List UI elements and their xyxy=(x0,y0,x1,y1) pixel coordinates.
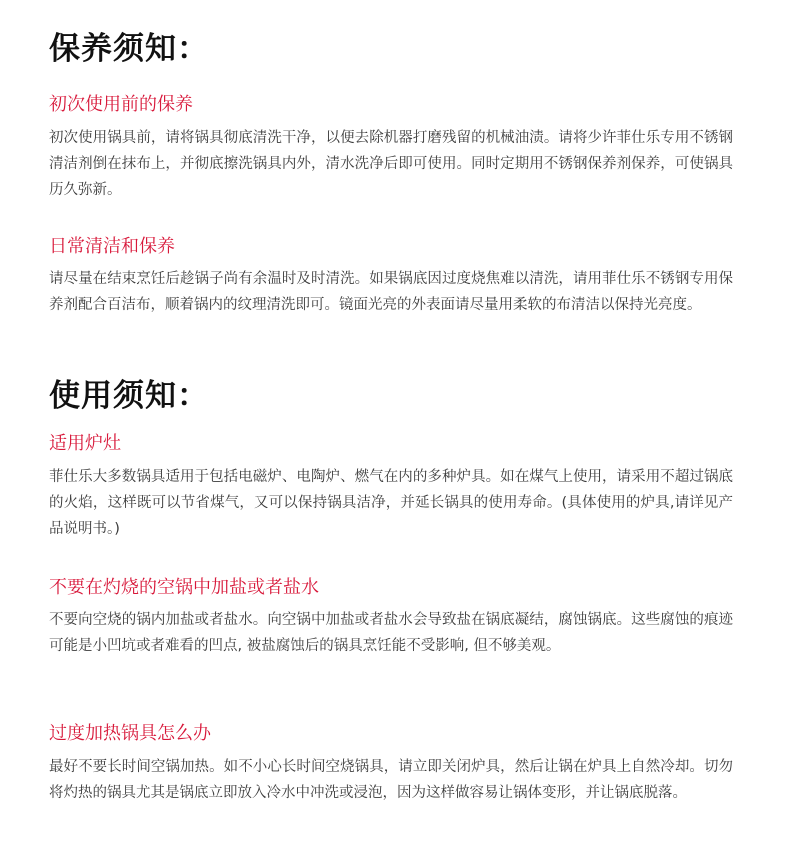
no-salt-empty-pan-text: 不要向空烧的锅内加盐或者盐水。向空锅中加盐或者盐水会导致盐在锅底凝结，腐蚀锅底。这些腐蚀的痕迹可能是小凹坑或者难看的凹点, 被盐腐蚀后的锅具烹饪能不受影响, 但不够美观。 xyxy=(49,612,733,654)
first-use-care-text: 初次使用锅具前，请将锅具彻底清洗干净，以便去除机器打磨残留的机械油渍。请将少许菲仕乐专用不锈钢清洁剂倒在抹布上，并彻底擦洗锅具内外，清水洗净后即可使用。同时定期用不锈钢保养剂保养，可使锅具历久弥新。 xyxy=(49,130,733,198)
overheating-text: 最好不要长时间空锅加热。如不小心长时间空烧锅具，请立即关闭炉具，然后让锅在炉具上自然冷却。切勿将灼热的锅具尤其是锅底立即放入冷水中冲洗或浸泡，因为这样做容易让锅体变形，并让锅底脱落。 xyxy=(49,759,733,801)
daily-cleaning-text: 请尽量在结束烹饪后趁锅子尚有余温时及时清洗。如果锅底因过度烧焦难以清洗，请用菲仕乐不锈钢专用保养剂配合百洁布，顺着锅内的纹理清洗即可。镜面光亮的外表面请尽量用柔软的布清洁以保持光亮度。 xyxy=(49,271,733,313)
usage-notice-title: 使用须知： xyxy=(49,378,209,414)
suitable-stoves-heading: 适用炉灶 xyxy=(49,433,121,454)
daily-cleaning-heading: 日常清洁和保养 xyxy=(49,236,175,257)
no-salt-empty-pan-heading: 不要在灼烧的空锅中加盐或者盐水 xyxy=(49,577,319,598)
suitable-stoves-text: 菲仕乐大多数锅具适用于包括电磁炉、电陶炉、燃气在内的多种炉具。如在煤气上使用，请采用不超过锅底的火焰，这样既可以节省煤气，又可以保持锅具洁净，并延长锅具的使用寿命。(具体使用的炉具,请详见产品说明书。) xyxy=(49,469,733,537)
first-use-care-heading: 初次使用前的保养 xyxy=(49,94,193,115)
overheating-heading: 过度加热锅具怎么办 xyxy=(49,723,211,744)
maintenance-notice-title: 保养须知： xyxy=(49,31,209,67)
